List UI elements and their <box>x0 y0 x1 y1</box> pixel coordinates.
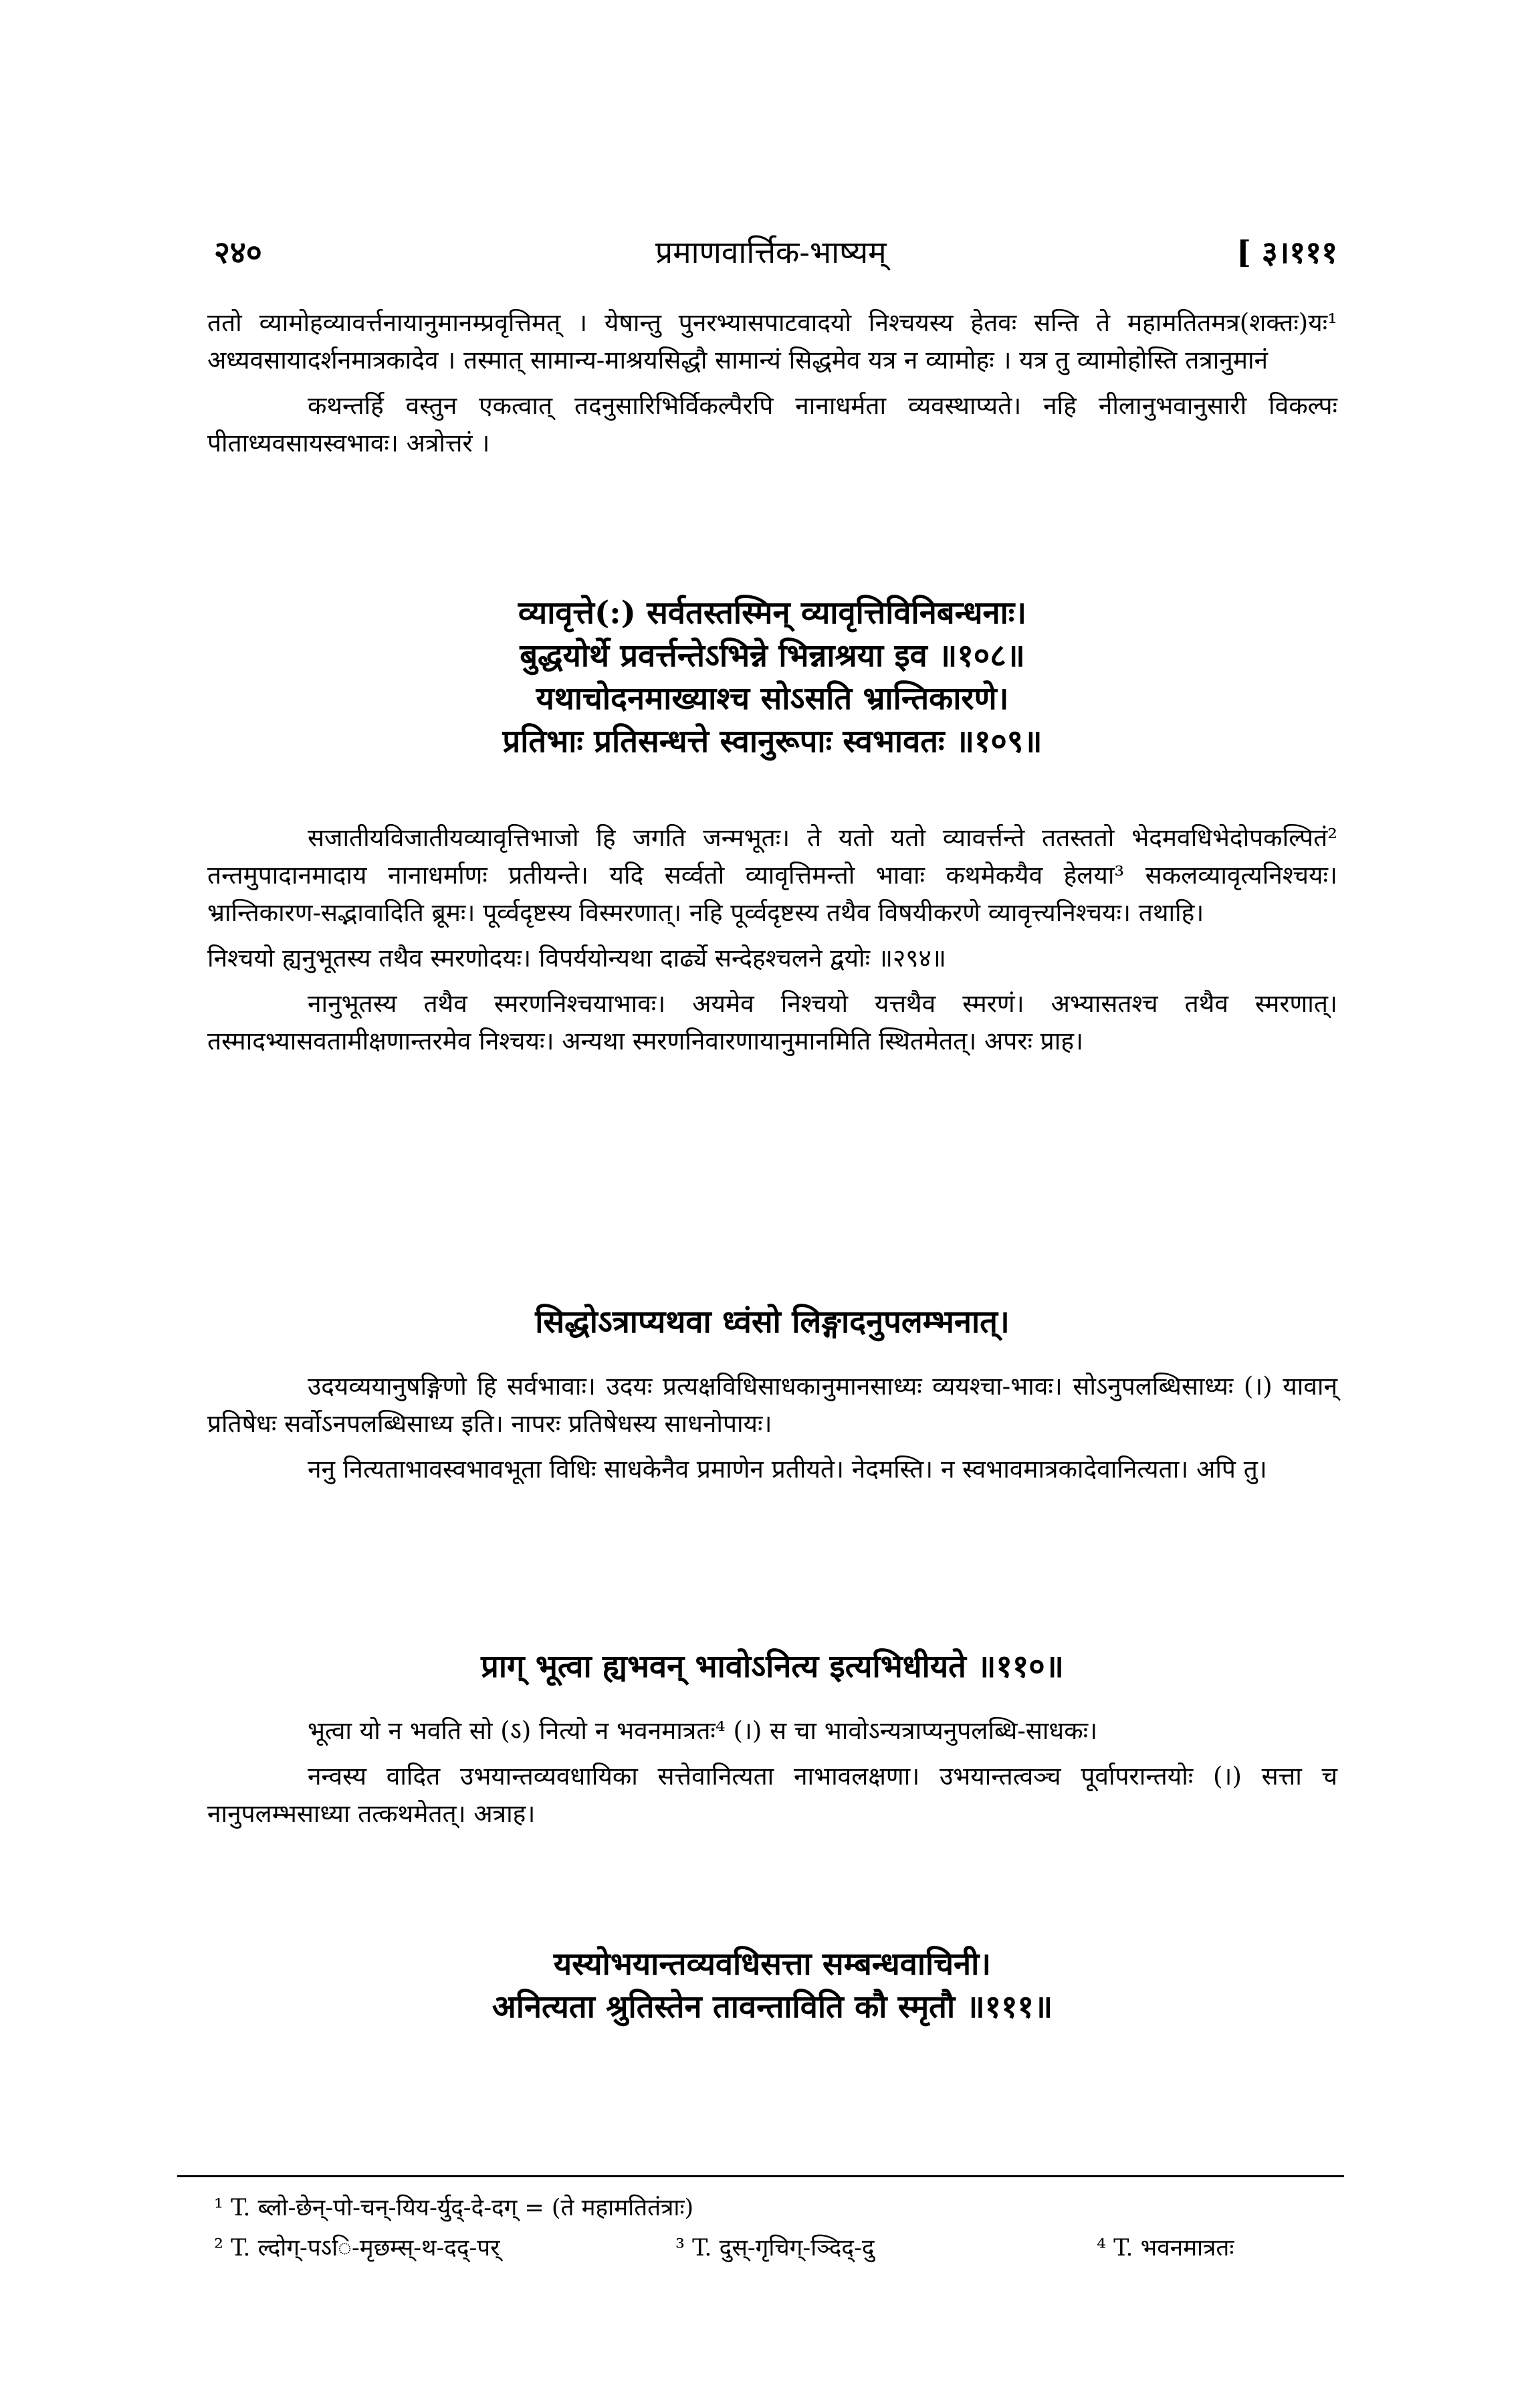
verse-line: अनित्यता श्रुतिस्तेन तावन्ताविति कौ स्मृतौ ॥१११॥ <box>491 1989 1053 2025</box>
footnote-3: ³ T. दुस्-गृचिग्-ञ्दिद्-दु <box>675 2235 875 2262</box>
footnote-1: ¹ T. ब्लो-छेन्-पो-चन्-यिय-र्युद्-दे-दग् = (ते महामतितंत्राः) <box>214 2195 694 2221</box>
commentary-block-2 <box>207 819 1337 1068</box>
paragraph: कथन्तर्हि वस्तुन एकत्वात् तदनुसारिभिर्विकल्पैरपि नानाधर्मता व्यवस्थाप्यते। नहि नीलानुभवानुसारी विकल्पः पीताध्यवसायस्वभावः। अत्रोत्तरं । <box>207 391 1337 458</box>
verse-line: व्यावृत्ते(:) सर्वतस्तस्मिन् व्यावृत्तिविनिबन्धनाः। <box>518 595 1027 631</box>
verse-line: सिद्धोऽत्राप्यथवा ध्वंसो लिङ्गादनुपलम्भनात्। <box>535 1304 1010 1340</box>
page-number: २४० <box>214 234 262 270</box>
running-title: प्रमाणवार्त्तिक-भाष्यम् <box>655 234 887 270</box>
commentary-block-4 <box>207 1712 1337 1841</box>
karika-fragment <box>207 1301 1337 1344</box>
verse-line: बुद्धयोर्थे प्रवर्त्तन्तेऽभिन्ने भिन्नाश्रया इव ॥१०८॥ <box>520 637 1025 674</box>
paragraph: ननु नित्यताभावस्वभावभूता विधिः साधकेनैव प्रमाणेन प्रतीयते। नेदमस्ति। न स्वभावमात्रकादेवानित्यता। अपि तु। <box>308 1455 1267 1484</box>
commentary-block-3 <box>207 1368 1337 1496</box>
commentary-block-1 <box>207 304 1337 470</box>
paragraph: भूत्वा यो न भवति सो (ऽ) नित्यो न भवनमात्रतः⁴ (।) स चा भावोऽन्यत्राप्यनुपलब्धि-साधकः। <box>308 1716 1098 1745</box>
verse-line: यथाचोदनमाख्याश्च सोऽसति भ्रान्तिकारणे। <box>536 680 1009 717</box>
paragraph: नन्वस्य वादित उभयान्तव्यवधायिका सत्तेवानित्यता नाभावलक्षणा। उभयान्तत्वञ्च पूर्वापरान्तयोः (।) सत्ता च नानुपलम्भसाध्या तत्कथमेतत्। अत्राह। <box>207 1762 1337 1828</box>
quoted-verse-294: निश्चयो ह्यनुभूतस्य तथैव स्मरणोदयः। विपर्ययोन्यथा दार्ढ्ये सन्देहश्चलने द्वयोः ॥२९४॥ <box>207 944 946 973</box>
footnote-2: ² T. ल्दोग्-पऽि-मृछम्स्-थ-दद्-पर् <box>214 2235 500 2262</box>
page-header <box>214 231 1337 284</box>
paragraph: उदयव्ययानुषङ्गिणो हि सर्वभावाः। उदयः प्रत्यक्षविधिसाधकानुमानसाध्यः व्ययश्चा-भावः। सोऽनुपलब्धिसाध्यः (।) यावान् प्रतिषेधः सर्वोऽनपलब्धिसाध्य इति। नापरः प्रतिषेधस्य साधनोपायः। <box>207 1372 1337 1438</box>
paragraph: नानुभूतस्य तथैव स्मरणनिश्चयाभावः। अयमेव निश्चयो यत्तथैव स्मरणं। अभ्यासतश्च तथैव स्मरणात्। तस्मादभ्यासवतामीक्षणान्तरमेव निश्चयः। अन्यथा स्मरणनिवारणायानुमानमिति स्थितमेतत्। अपरः प्राह। <box>207 989 1337 1056</box>
footnote-4: ⁴ T. भवनमात्रतः <box>1097 2235 1234 2262</box>
karika-108-109 <box>207 592 1337 763</box>
karika-110 <box>207 1645 1337 1688</box>
footnote-divider <box>177 2175 1344 2177</box>
verse-line: प्रतिभाः प्रतिसन्धत्ते स्वानुरूपाः स्वभावतः ॥१०९॥ <box>502 723 1042 760</box>
verse-line: प्राग् भूत्वा ह्यभवन् भावोऽनित्य इत्यभिधीयते ॥११०॥ <box>481 1648 1064 1685</box>
verse-line: यस्योभयान्तव्यवधिसत्ता सम्बन्धवाचिनी। <box>553 1946 992 1983</box>
paragraph: सजातीयविजातीयव्यावृत्तिभाजो हि जगति जन्मभूतः। ते यतो यतो व्यावर्त्तन्ते ततस्ततो भेदमवधिभेदोपकल्पितं² तन्तमुपादानमादाय नानाधर्माणः प्रतीयन्ते। यदि सर्व्वतो व्यावृत्तिमन्तो भावाः कथमेकयैव हेलया³ सकलव्यावृत्यनिश्चयः। भ्रान्तिकारण-सद्भावादिति ब्रूमः। पूर्व्वदृष्टस्य विस्मरणात्। नहि पूर्व्वदृष्टस्य तथैव विषयीकरणे व्यावृत्त्यनिश्चयः। तथाहि। <box>207 823 1337 927</box>
paragraph: ततो व्यामोहव्यावर्त्तनायानुमानम्प्रवृत्तिमत् । येषान्तु पुनरभ्यासपाटवादयो निश्चयस्य हेतवः सन्ति ते महामतितमत्र(शक्तः)यः¹ अध्यवसायादर्शनमात्रकादेव । तस्मात् सामान्य-माश्रयसिद्धौ सामान्यं सिद्धमेव यत्र न व्यामोहः । यत्र तु व्यामोहोस्ति तत्रानुमानं <box>207 308 1337 375</box>
karika-111 <box>207 1943 1337 2029</box>
section-marker: [ ३।१११ <box>1236 234 1337 270</box>
